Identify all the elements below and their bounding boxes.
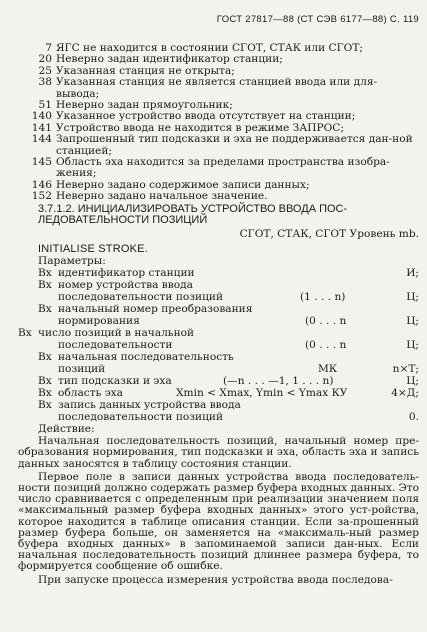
param-range: (—n . . . —1, 1 . . . n) [223,375,334,388]
param-type: n×Т; [392,363,419,376]
error-item [0,77,427,100]
page-body [0,43,427,586]
params-heading: Параметры: [38,255,106,268]
error-item [0,191,427,202]
param-label: последовательности [58,339,173,352]
error-code: 152 [31,190,52,203]
error-code: 7 [45,42,52,54]
section-title [38,204,419,228]
error-text: Область эха находится за пределами пространства изобра-жения; [56,155,390,180]
error-text: Неверно задан идентификатор станции; [56,53,283,66]
error-text: Неверно задано начальное значение. [56,190,268,203]
param-range: (0 . . . n [305,315,347,328]
param-range: (0 . . . n [305,339,347,352]
param-label: запись данных устройства ввода [58,399,241,412]
states-level-text: СГОТ, СТАК, СГОТ Уровень mb. [239,228,419,241]
param-range: МК [318,363,338,376]
error-text: Указанная станция не является станцией ввода или для-вывода; [56,76,378,100]
param-io: Вх [38,267,52,280]
param-label: позиций [58,363,106,376]
param-label: тип подсказки и эха [58,375,172,388]
function-name: INITIALISE STROKE. [38,243,148,256]
param-label: последовательности позиций [58,291,224,304]
section-title-line: ЛЕДОВАТЕЛЬНОСТИ ПОЗИЦИЙ [38,214,208,227]
param-label: последовательности позиций [58,411,224,424]
error-code: 51 [38,98,52,111]
error-text: Устройство ввода не находится в режиме ЗАПРОС; [56,121,344,134]
error-code: 145 [31,155,52,168]
param-type: Ц; [406,315,419,328]
param-row [0,412,427,424]
error-code: 140 [31,110,52,123]
param-label: нормирования [58,315,140,328]
param-io: Вх [38,279,52,292]
param-type: 4×Д; [391,387,419,400]
error-code: 20 [38,53,52,66]
error-code: 25 [38,64,52,77]
error-code: 144 [31,133,52,146]
error-text: Указанное устройство ввода отсутствует на станции; [56,110,356,123]
paragraph: При запуске процесса измерения устройства ввода последова- [38,573,393,586]
error-text: ЯГС не находится в состоянии СГОТ, СТАК или СГОТ; [56,42,363,54]
param-type: Ц; [406,339,419,352]
param-range: Xmin < Xmax, Ymin < Ymax КУ [176,387,348,400]
error-text: Указанная станция не открыта; [56,64,235,77]
action-heading: Действие: [38,423,95,436]
param-label: номер устройства ввода [58,279,193,292]
error-text: Неверно задан прямоугольник; [56,98,233,111]
page-header: ГОСТ 27817—88 (СТ СЭВ 6177—88) С. 119 [216,14,419,25]
param-io: Вх [38,375,52,388]
error-code: 38 [38,76,52,89]
param-type: 0. [408,411,419,424]
param-label: число позиций в начальной [38,327,195,340]
error-code: 146 [31,178,52,191]
error-item [0,134,427,157]
param-label: начальный номер преобразования [58,303,253,316]
error-item [0,157,427,180]
paragraph: Начальная последовательность позиций, начальный номер пре-образования нормирования, тип подсказки и эха, область эха и запись данных заносятся в таблицу состояния станции. [18,435,419,470]
param-io: Вх [18,327,32,340]
param-type: И; [406,267,419,280]
param-type: Ц; [406,375,419,388]
param-label: идентификатор станции [58,267,195,280]
section-title-line: 3.7.1.2. ИНИЦИАЛИЗИРОВАТЬ УСТРОЙСТВО ВВОДА ПОС- [38,202,348,215]
error-text: Запрошенный тип подсказки и эха не поддерживается дан-ной станцией; [56,133,413,157]
param-label: область эха [58,387,123,400]
param-type: Ц; [406,291,419,304]
param-io: Вх [38,399,52,412]
param-io: Вх [38,387,52,400]
param-range: (1 . . . n) [300,291,346,304]
error-text: Неверно задано содержимое записи данных; [56,178,310,191]
param-io: Вх [38,303,52,316]
param-io: Вх [38,351,52,364]
error-code: 141 [31,121,52,134]
paragraph: Первое поле в записи данных устройства ввода последователь-ности позиций должно содержать размер буфера входных данных. Это число сравнивается с определенным при реализации значением поля «максимальный размер буфера входных данных» этого уст-ройства, которое находится в таблице описания станции. Если за-прошенный размер буфера больше, он заменяется на «максималь-ный размер буфера входных данных» в запоминаемой записи дан-ных. Если начальная последовательность позиций длиннее размера буфера, то формируется сообщение об ошибке. [18,470,419,573]
states-level [0,229,427,242]
param-label: начальная последовательность [58,351,234,364]
